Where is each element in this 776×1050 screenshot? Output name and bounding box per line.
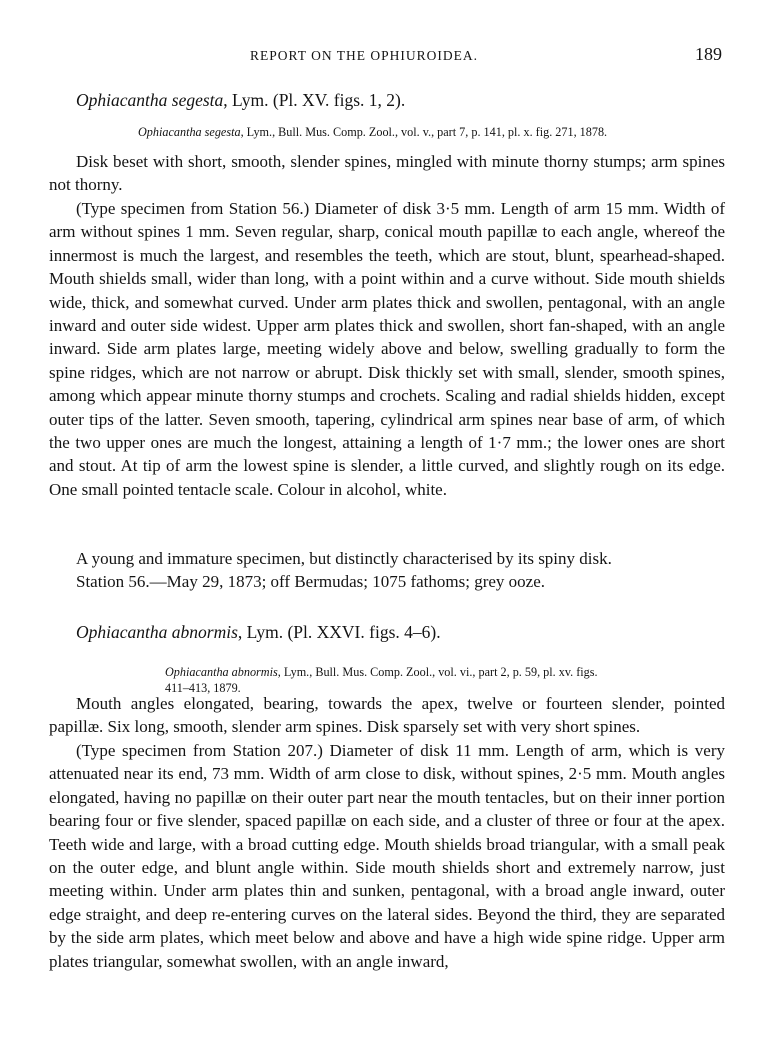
diagnosis-abnormis: Mouth angles elongated, bearing, towards the apex, twelve or fourteen slender, pointed papillæ. Six long, smooth, slender arm spines. Disk sparsely set with very short spines. [49, 694, 725, 737]
species-heading-segesta [76, 90, 405, 111]
description-abnormis: (Type specimen from Station 207.) Diameter of disk 11 mm. Length of arm, which is very attenuated near its end, 73 mm. Width of arm close to disk, without spines, 2·5 mm. Mouth angles elongated, having no papillæ on their outer part near the mouth tentacles, but on their inner portion bearing four or five slender, spaced papillæ on each side, and a cluster of three or four at the apex. Teeth wide and large, with a broad cutting edge. Mouth shields broad triangular, with a small peak on the outer edge, and blunt angle within. Side mouth shields short and extremely narrow, just meeting within. Under arm plates thin and sunken, pentagonal, with a broad angle inward, outer edge straight, and deep re-entering curves on the lateral sides. Beyond the third, they are separated by the side arm plates, which meet below and above and have a high wide spine ridge. Upper arm plates triangular, somewhat swollen, with an angle inward, [49, 741, 725, 971]
page-number: 189 [695, 44, 722, 64]
species-heading-abnormis [76, 622, 441, 643]
running-title: REPORT ON THE OPHIUROIDEA. [250, 48, 478, 63]
citation-name: Ophiacantha abnormis [165, 665, 278, 679]
species-name: Ophiacantha abnormis [76, 622, 238, 642]
species-authority: , Lym. (Pl. XV. figs. 1, 2). [223, 90, 406, 110]
remark-segesta: A young and immature specimen, but distinctly characterised by its spiny disk. [76, 549, 612, 568]
diagnosis-segesta: Disk beset with short, smooth, slender spines, mingled with minute thorny stumps; arm spines not thorny. [49, 152, 725, 195]
citation-text: , Lym., Bull. Mus. Comp. Zool., vol. vi., part 2, p. 59, pl. xv. figs. [277, 665, 598, 679]
citation-text: , Lym., Bull. Mus. Comp. Zool., vol. v., part 7, p. 141, pl. x. fig. 271, 1878. [240, 125, 608, 139]
citation-name: Ophiacantha segesta [138, 125, 241, 139]
species-authority: , Lym. (Pl. XXVI. figs. 4–6). [237, 622, 441, 642]
species-name: Ophiacantha segesta [76, 90, 224, 110]
citation-segesta [138, 125, 607, 140]
citation-text-line2: 411–413, 1879. [165, 681, 241, 695]
station-segesta: Station 56.—May 29, 1873; off Bermudas; 1075 fathoms; grey ooze. [76, 572, 546, 591]
description-segesta: (Type specimen from Station 56.) Diameter of disk 3·5 mm. Length of arm 15 mm. Width of arm without spines 1 mm. Seven regular, sharp, conical mouth papillæ to each angle, whereof the innermost is much the largest, and resembles the teeth, which are stout, blunt, spearhead-shaped. Mouth shields small, wider than long, with a point within and a curve without. Side mouth shields wide, thick, and somewhat curved. Under arm plates thick and swollen, pentagonal, with an angle inward and outer side widest. Upper arm plates thick and swollen, short fan-shaped, with an angle inward. Side arm plates large, meeting widely above and below, swelling gradually to form the spine ridges, which are not narrow or abrupt. Disk thickly set with small, slender, smooth spines, among which appear minute thorny stumps and crochets. Scaling and radial shields hidden, except outer tips of the latter. Seven smooth, tapering, cylindrical arm spines near base of arm, of which the two upper ones are much the longest, attaining a length of 1·7 mm.; the lower ones are short and stout. At tip of arm the lowest spine is slender, a little curved, and slightly rough on its edge. One small pointed tentacle scale. Colour in alcohol, white. [49, 199, 725, 499]
